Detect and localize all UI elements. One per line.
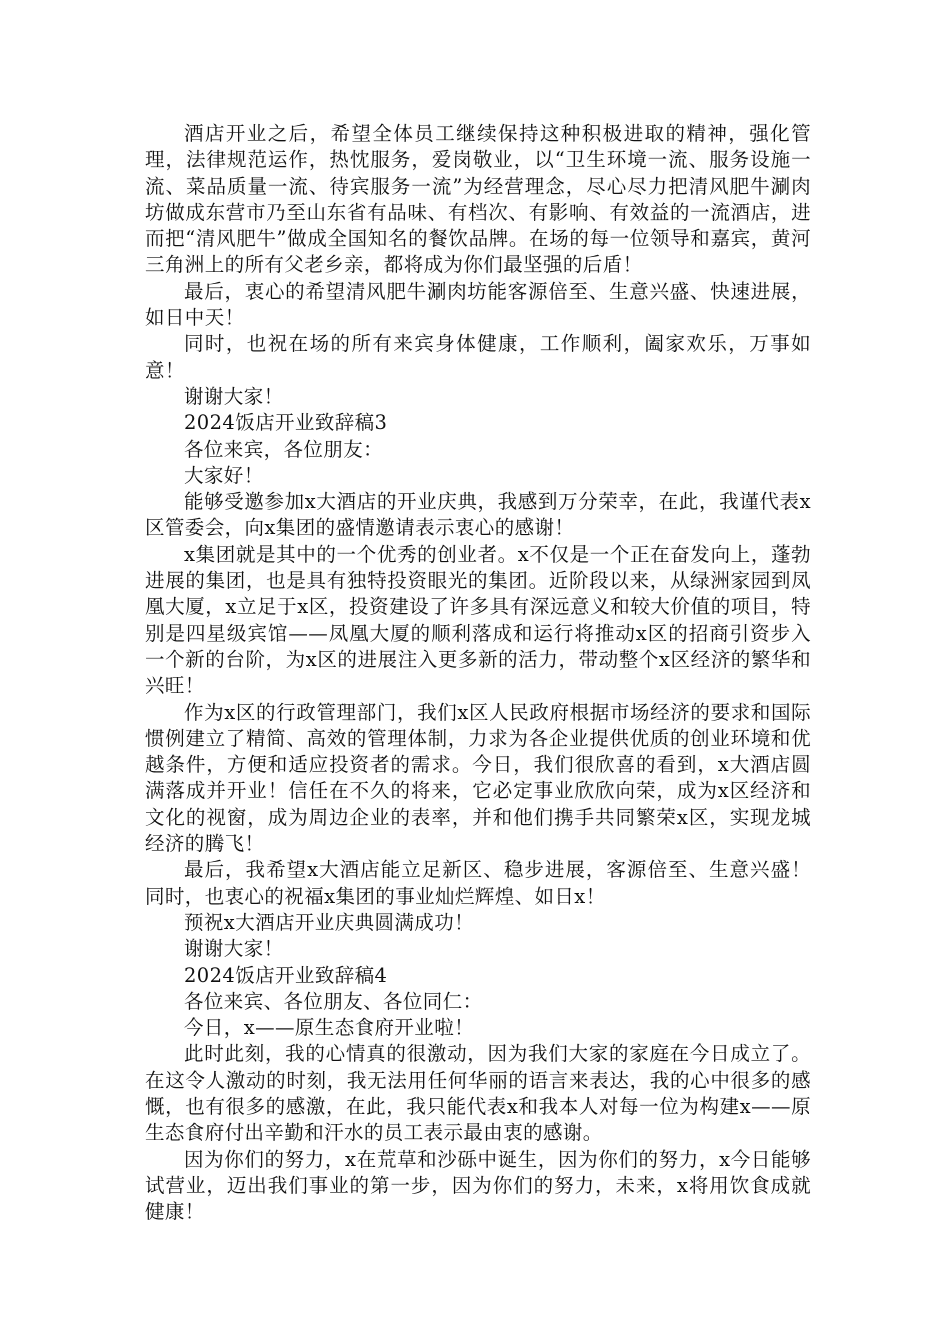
paragraph-final-wish: 最后，衷心的希望清风肥牛涮肉坊能客源倍至、生意兴盛、快速进展，如日中天！: [145, 279, 811, 330]
paragraph-invitation-thanks: 能够受邀参加x大酒店的开业庆典，我感到万分荣幸，在此，我谨代表x区管委会，向x集团的盛情邀请表示衷心的感谢！: [145, 490, 811, 540]
paragraph-success-wish: 预祝x大酒店开业庆典圆满成功！: [184, 910, 474, 934]
document-body: [145, 121, 811, 1225]
paragraph-opening-announcement: 今日，x——原生态食府开业啦！: [184, 1016, 474, 1040]
paragraph-closing-vision: 酒店开业之后，希望全体员工继续保持这种积极进取的精神，强化管理，法律规范运作，热忱服务，爱岗敬业，以“卫生环境一流、服务设施一流、菜品质量一流、待宾服务一流”为经营理念，尽心尽力把清风肥牛涮肉坊做成东营市乃至山东省有品味、有档次、有影响、有效益的一流酒店，进而把“清风肥牛”做成全国知名的餐饮品牌。在场的每一位领导和嘉宾，黄河三角洲上的所有父老乡亲，都将成为你们最坚强的后盾！: [145, 122, 811, 277]
paragraph-guest-wishes: 同时，也祝在场的所有来宾身体健康，工作顺利，阖家欢乐，万事如意！: [145, 332, 811, 382]
paragraph-government-role: 作为x区的行政管理部门，我们x区人民政府根据市场经济的要求和国际惯例建立了精简、高效的管理体制，力求为各企业提供优质的创业环境和优越条件，方便和适应投资者的需求。今日，我们很欣喜的看到，x大酒店圆满落成并开业！信任在不久的将来，它必定事业欣欣向荣，成为x区经济和文化的视窗，成为周边企业的表率，并和他们携手共同繁荣x区，实现龙城经济的腾飞！: [145, 700, 811, 856]
paragraph-thanks-2: 谢谢大家！: [184, 937, 284, 961]
paragraph-emotion: 此时此刻，我的心情真的很激动，因为我们大家的家庭在今日成立了。在这令人激动的时刻，我无法用任何华丽的语言来表达，我的心中很多的感慨，也有很多的感激，在此，我只能代表x和我本人对每一位为构建x——原生态食府付出辛勤和汗水的员工表示最由衷的感谢。: [145, 1042, 811, 1145]
paragraph-salutation: 各位来宾，各位朋友：: [184, 437, 384, 461]
paragraph-salutation-2: 各位来宾、各位朋友、各位同仁：: [184, 989, 483, 1013]
paragraph-effort: 因为你们的努力，x在荒草和沙砾中诞生，因为你们的努力，x今日能够试营业，迈出我们事业的第一步，因为你们的努力，未来，x将用饮食成就健康！: [145, 1147, 811, 1224]
paragraph-group-intro: x集团就是其中的一个优秀的创业者。x不仅是一个正在奋发向上，蓬勃进展的集团，也是具有独特投资眼光的集团。近阶段以来，从绿洲家园到凤凰大厦，x立足于x区，投资建设了许多具有深远意义和较大价值的项目，特别是四星级宾馆——凤凰大厦的顺利落成和运行将推动x区的招商引资步入一个新的台阶，为x区的进展注入更多新的活力，带动整个x区经济的繁华和兴旺！: [145, 542, 811, 698]
section-heading-speech-3: 2024饭店开业致辞稿3: [184, 411, 388, 435]
paragraph-thanks: 谢谢大家！: [184, 384, 284, 408]
paragraph-final-hope: 最后，我希望x大酒店能立足新区、稳步进展，客源倍至、生意兴盛！同时，也衷心的祝福x集团的事业灿烂辉煌、如日x！: [145, 858, 811, 908]
section-heading-speech-4: 2024饭店开业致辞稿4: [184, 963, 388, 987]
paragraph-greeting: 大家好！: [184, 463, 264, 487]
